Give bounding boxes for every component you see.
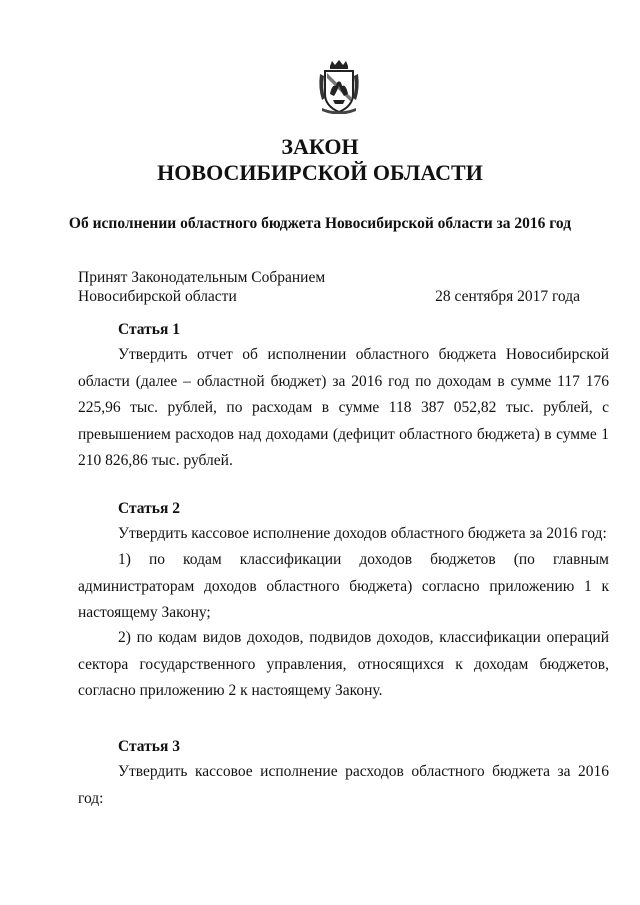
document-title-line2: НОВОСИБИРСКОЙ ОБЛАСТИ — [157, 160, 483, 185]
adoption-line1: Принят Законодательным Собранием — [78, 269, 326, 286]
article-2-item-2: 2) по кодам видов доходов, подвидов доходов, классификации операций сектора государственного управления, относящихся к доходам бюджетов, согласно приложению 2 к настоящему Закону. — [78, 629, 609, 699]
novosibirsk-coat-of-arms-icon — [318, 60, 360, 114]
document-title-line1: ЗАКОН — [281, 134, 359, 159]
adoption-body — [78, 268, 325, 306]
article-2-paragraph-intro: Утвердить кассовое исполнение доходов областного бюджета за 2016 год: — [118, 525, 607, 542]
adoption-line2: Новосибирской области — [78, 288, 237, 305]
article-2-heading: Статья 2 — [118, 500, 180, 517]
adoption-date: 28 сентября 2017 года — [435, 288, 580, 305]
article-1-heading: Статья 1 — [118, 321, 180, 338]
article-3-heading: Статья 3 — [118, 738, 180, 755]
article-3-paragraph-intro: Утвердить кассовое исполнение расходов областного бюджета за 2016 год: — [78, 763, 609, 807]
document-subject: Об исполнении областного бюджета Новосибирской области за 2016 год — [68, 215, 572, 232]
article-1-paragraph: Утвердить отчет об исполнении областного бюджета Новосибирской области (далее – областной бюджет) за 2016 год по доходам в сумме 117 176 225,96 тыс. рублей, по расходам в сумме 118 387 052,82 тыс. рублей, с превышением расходов над доходами (дефицит областного бюджета) в сумме 1 210 826,86 тыс. рублей. — [78, 346, 609, 469]
article-2-item-1: 1) по кодам классификации доходов бюджетов (по главным администраторам доходов областного бюджета) согласно приложению 1 к настоящему Закону; — [78, 551, 609, 621]
